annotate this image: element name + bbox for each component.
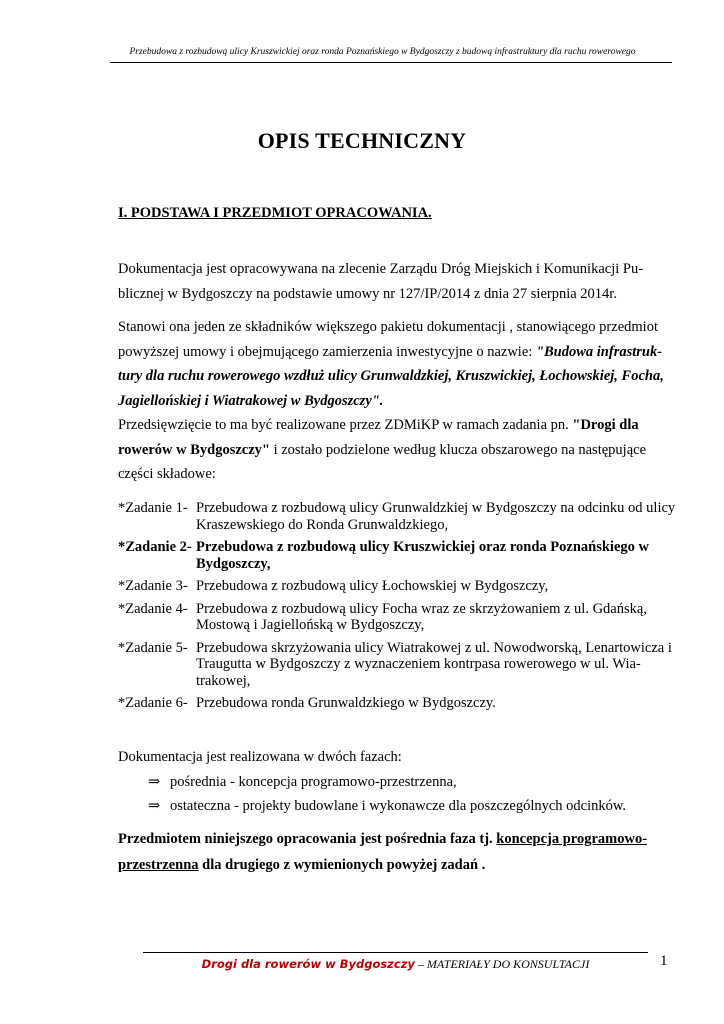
task-number: *Zadanie 1- <box>118 500 188 516</box>
task-item-highlighted <box>118 539 678 572</box>
task-number: *Zadanie 6- <box>118 695 188 711</box>
task-item <box>118 695 678 712</box>
footer-divider <box>143 952 648 953</box>
program-name: "Drogi dla rowerów w Bydgoszczy" <box>118 417 639 458</box>
task-item <box>118 578 678 595</box>
phase-text: pośrednia - koncepcja programowo-przestrzenna, <box>170 774 457 790</box>
header-divider <box>110 62 672 63</box>
paragraph-scope-tail: dla drugiego z wymienionych powyżej zadań . <box>198 857 486 873</box>
paragraph-phases-intro: Dokumentacja jest realizowana w dwóch fazach: <box>118 749 402 765</box>
task-number: *Zadanie 2- <box>118 539 192 555</box>
implies-arrow-icon: ⇒ <box>148 798 161 814</box>
project-name: "Budowa infrastruk-tury dla ruchu rowerowego wzdłuż ulicy Grunwaldzkiej, Kruszwickiej, Łochowskiej, Focha, Jagiellońskiej i Wiatrakowej w Bydgoszczy". <box>118 343 664 409</box>
phase-item <box>148 794 626 818</box>
task-number: *Zadanie 4- <box>118 600 188 617</box>
paragraph-scope <box>118 826 673 878</box>
task-description: Przebudowa z rozbudową ulicy Grunwaldzkiej w Bydgoszczy na odcinku od ulicy Kraszewskiego do Ronda Grunwaldzkiego, <box>196 500 676 533</box>
phase-list <box>148 770 626 818</box>
paragraph-scope-text: Przedmiotem niniejszego opracowania jest pośrednia faza tj. <box>118 831 497 847</box>
footer-brand: Drogi dla rowerów w Bydgoszczy <box>201 957 415 971</box>
paragraph-package <box>118 315 673 413</box>
footer <box>143 957 648 972</box>
task-item <box>118 500 678 533</box>
footer-separator: – <box>414 957 427 971</box>
task-item <box>118 640 678 690</box>
paragraph-realization-tail: i zostało podzielone według klucza obszarowego na następujące części składowe: <box>118 441 647 482</box>
paragraph-commission: Dokumentacja jest opracowywana na zlecenie Zarządu Dróg Miejskich i Komunikacji Pu-blicznej w Bydgoszczy na podstawie umowy nr 127/IP/2014 z dnia 27 sierpnia 2014r. <box>118 261 644 302</box>
task-description: Przebudowa skrzyżowania ulicy Wiatrakowej z ul. Nowodworską, Lenartowicza i Traugutta w Bydgoszczy z wyznaczeniem kontrpasa rowerowego w ul. Wia-trakowej, <box>196 639 672 689</box>
task-item <box>118 601 678 634</box>
task-description: Przebudowa z rozbudową ulicy Łochowskiej w Bydgoszczy, <box>196 578 549 594</box>
task-description: Przebudowa z rozbudową ulicy Focha wraz ze skrzyżowaniem z ul. Gdańską, Mostową i Jagiellońską w Bydgoszczy, <box>196 600 647 633</box>
section-heading: I. PODSTAWA I PRZEDMIOT OPRACOWANIA. <box>118 205 432 221</box>
phase-item <box>148 770 626 794</box>
paragraph-realization <box>118 413 673 487</box>
task-number: *Zadanie 5- <box>118 639 188 656</box>
implies-arrow-icon: ⇒ <box>148 774 161 790</box>
task-description: Przebudowa ronda Grunwaldzkiego w Bydgoszczy. <box>196 695 496 711</box>
scope-phase-name: koncepcja programowo-przestrzenna <box>118 831 648 873</box>
paragraph-realization-text: Przedsięwzięcie to ma być realizowane przez ZDMiKP w ramach zadania pn. <box>118 417 573 433</box>
footer-subtitle: MATERIAŁY DO KONSULTACJI <box>426 957 590 971</box>
page-number: 1 <box>660 953 668 969</box>
phase-text: ostateczna - projekty budowlane i wykonawcze dla poszczególnych odcinków. <box>170 798 627 814</box>
paragraph-package-text: Stanowi ona jeden ze składników większego pakietu dokumentacji , stanowiącego przedmiot powyższej umowy i obejmującego zamierzenia inwestycyjne o nazwie: <box>118 319 658 360</box>
task-list <box>118 500 678 718</box>
task-description: Przebudowa z rozbudową ulicy Kruszwickiej oraz ronda Poznańskiego w Bydgoszczy, <box>196 539 649 572</box>
document-title: OPIS TECHNICZNY <box>257 128 467 153</box>
running-header: Przebudowa z rozbudową ulicy Kruszwickiej oraz ronda Poznańskiego w Bydgoszczy z budową infrastruktury dla ruchu rowerowego <box>129 47 636 57</box>
task-number: *Zadanie 3- <box>118 578 188 594</box>
